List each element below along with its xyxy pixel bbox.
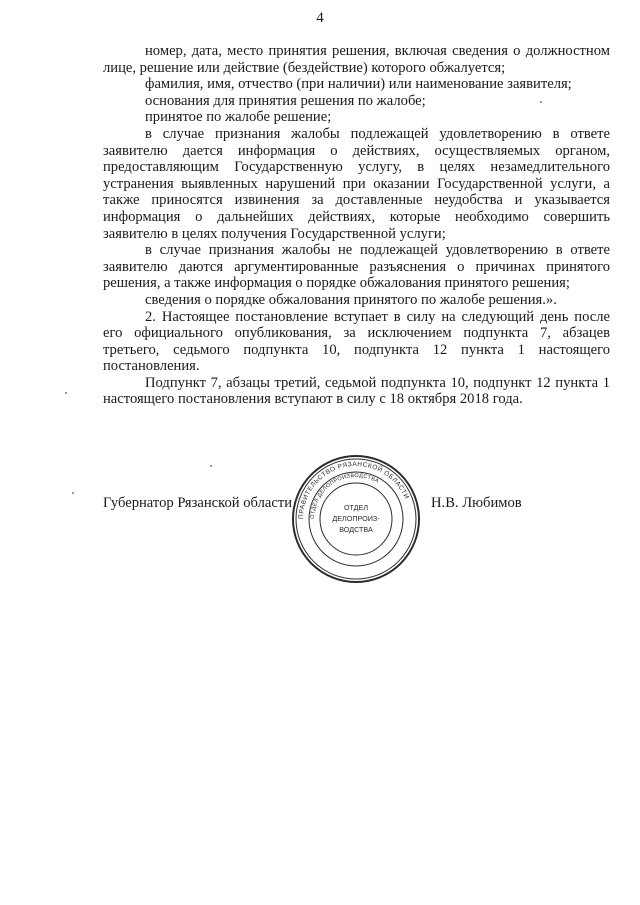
scan-speck — [72, 492, 74, 494]
signatory-position: Губернатор Рязанской области — [103, 495, 293, 511]
seal-outer-text: ПРАВИТЕЛЬСТВО РЯЗАНСКОЙ ОБЛАСТИ — [297, 460, 410, 520]
seal-line: ВОДСТВА — [339, 525, 373, 534]
paragraph: фамилия, имя, отчество (при наличии) или наименование заявителя; — [145, 76, 572, 93]
official-seal — [291, 454, 421, 584]
paragraph: основания для принятия решения по жалобе; — [145, 92, 426, 109]
scan-speck — [65, 392, 67, 394]
seal-line: ДЕЛОПРОИЗ- — [332, 514, 380, 523]
seal-line: ОТДЕЛ — [343, 503, 369, 512]
signatory-name: Н.В. Любимов — [431, 495, 522, 511]
scan-speck — [210, 465, 212, 467]
scan-speck — [540, 101, 542, 103]
paragraph: сведения о порядке обжалования принятого по жалобе решения.». — [145, 291, 557, 308]
paragraph: 2. Настоящее постановление вступает в силу на следующий день после его официального опубликования, за исключением подпункта 7, абзацев третьего, седьмого подпункта 10, подпункта 12 пункта 1 настоящего постановления. — [103, 308, 610, 375]
paragraph: номер, дата, место принятия решения, включая сведения о должностном лице, решение или действие (бездействие) которого обжалуется; — [103, 43, 610, 76]
document-body — [103, 43, 610, 408]
paragraph: Подпункт 7, абзацы третий, седьмой подпункта 10, подпункт 12 пункта 1 настоящего постановления вступают в силу с 18 октября 2018 года. — [103, 374, 610, 408]
paragraph: в случае признания жалобы подлежащей удовлетворению в ответе заявителю дается информация о действиях, осуществляемых органом, предоставляющим Государственную услугу, в целях незамедлительного устранения выявленных нарушений при оказании Государственной услуги, а также приносятся извинения за доставленные неудобства и указывается информация о дальнейших действиях, которые необходимо совершить заявителю в целях получения Государственной услуги; — [103, 125, 610, 242]
seal-middle-text: ОТДЕЛ ДЕЛОПРОИЗВОДСТВА — [309, 472, 380, 520]
page-number: 4 — [316, 10, 324, 26]
paragraph: в случае признания жалобы не подлежащей удовлетворению в ответе заявителю даются аргументированные разъяснения о причинах принятого решения, а также информация о порядке обжалования принятого решения; — [103, 242, 610, 292]
paragraph: принятое по жалобе решение; — [145, 109, 332, 126]
